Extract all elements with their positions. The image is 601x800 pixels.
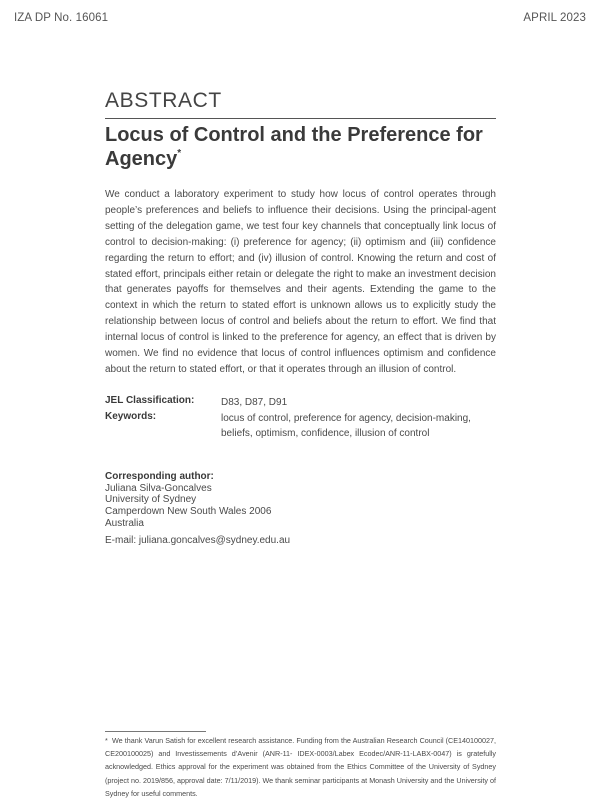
paper-title-text: Locus of Control and the Preference for Agency <box>105 124 483 170</box>
author-country: Australia <box>105 517 144 529</box>
jel-label: JEL Classification: <box>105 395 195 406</box>
footnote <box>105 734 496 800</box>
footnote-divider <box>105 731 206 732</box>
paper-title <box>105 123 496 171</box>
abstract-text: We conduct a laboratory experiment to study how locus of control operates through people’s preferences and beliefs to influence their decisions. Using the principal-agent setting of the delegation game, we test four key channels that conceptually link locus of control to decision-making: (i) preference for agency; (ii) optimism and (iii) confidence regarding the return to effort; and (iv) illusion of control. Knowing the return and cost of stated effort, principals either retain or delegate the right to make an investment decision that generates payoffs for themselves and their agents. Extending the game to the context in which the return to stated effort is unknown allows us to explicitly study the relationship between locus of control and beliefs about the return to effort. We find that internal locus of control is linked to the preference for agency, an effect that is driven by women. We find no evidence that locus of control influences optimism and confidence about the return to stated effort, or that it operates through an illusion of control. <box>105 189 496 375</box>
keywords-label: Keywords: <box>105 411 157 422</box>
author-address: Camperdown New South Wales 2006 <box>105 506 272 518</box>
publication-date: APRIL 2023 <box>523 12 586 24</box>
corresponding-author-block <box>105 471 290 546</box>
corresponding-author-heading: Corresponding author: <box>105 471 214 482</box>
section-label: ABSTRACT <box>105 89 222 112</box>
section-divider <box>105 118 496 119</box>
title-footnote-marker: * <box>177 148 182 159</box>
author-email: E-mail: juliana.goncalves@sydney.edu.au <box>105 534 291 546</box>
jel-value: D83, D87, D91 <box>221 397 288 408</box>
paper-number: IZA DP No. 16061 <box>14 12 109 24</box>
author-institution: University of Sydney <box>105 494 197 506</box>
footnote-text: We thank Varun Satish for excellent research assistance. Funding from the Australian Research Council (CE140100027, CE200100025) and Investissements d’Avenir (ANR-11- IDEX-0003/Labex Ecodec/ANR-11-LABX-0047) is gratefully acknowledged. Ethics approval for the experiment was obtained from the Ethics Committee of the University of Sydney (project no. 2019/856, approval date: 7/11/2019). We thank seminar participants at Monash University and the University of Sydney for useful comments. <box>105 736 496 798</box>
keywords-value: locus of control, preference for agency, decision-making, beliefs, optimism, confidence, illusion of control <box>221 413 471 439</box>
footnote-marker: * <box>105 736 108 745</box>
author-name: Juliana Silva-Goncalves <box>105 482 212 494</box>
